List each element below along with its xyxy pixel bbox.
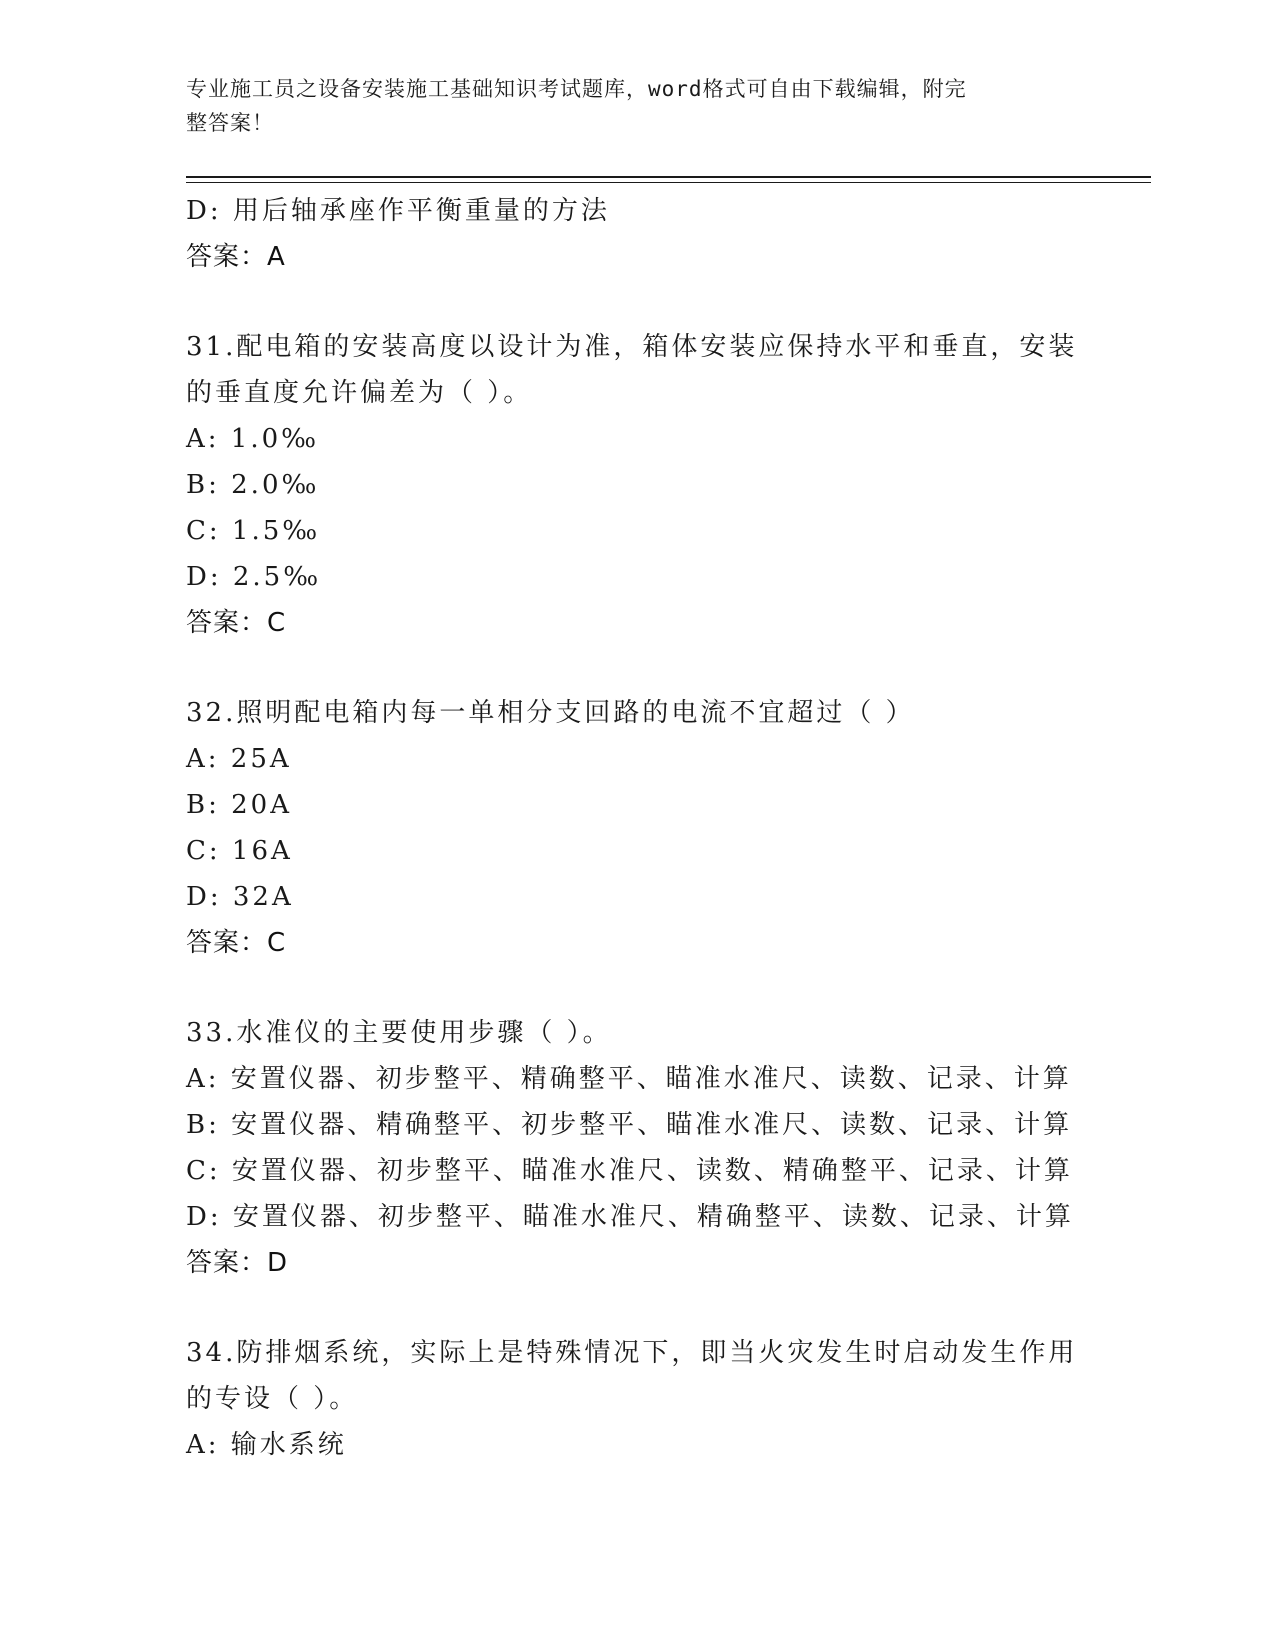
option-d: D: 2.5‰ [186, 562, 322, 592]
option-b: B: 安置仪器、精确整平、初步整平、瞄准水准尺、读数、记录、计算 [186, 1110, 1073, 1140]
option-d: D: 用后轴承座作平衡重量的方法 [186, 196, 610, 226]
option-c: C: 16A [186, 836, 293, 866]
answer: 答案：A [186, 242, 286, 272]
header-line-2: 整答案！ [186, 111, 274, 135]
option-d: D: 32A [186, 882, 294, 912]
option-b: B: 2.0‰ [186, 470, 320, 500]
document-body [186, 188, 1086, 1468]
question-stem-line: 33.水准仪的主要使用步骤（ ）。 [186, 1018, 612, 1048]
header-divider-thin [186, 182, 1151, 183]
option-c: C: 安置仪器、初步整平、瞄准水准尺、读数、精确整平、记录、计算 [186, 1156, 1073, 1186]
question-stem-line: 34.防排烟系统，实际上是特殊情况下，即当火灾发生时启动发生作用 [186, 1338, 1078, 1368]
question-31 [186, 324, 1086, 646]
option-a: A: 1.0‰ [186, 424, 320, 454]
answer: 答案：D [186, 1248, 289, 1278]
header-line-1: 专业施工员之设备安装施工基础知识考试题库，word格式可自由下载编辑，附完 [186, 77, 967, 101]
question-30-tail [186, 188, 1086, 280]
page-header [186, 72, 1066, 140]
question-stem-line: 31.配电箱的安装高度以设计为准，箱体安装应保持水平和垂直，安装 [186, 332, 1078, 362]
option-d: D: 安置仪器、初步整平、瞄准水准尺、精确整平、读数、记录、计算 [186, 1202, 1074, 1232]
question-33 [186, 1010, 1086, 1286]
option-b: B: 20A [186, 790, 292, 820]
question-stem-line: 的垂直度允许偏差为（ ）。 [186, 378, 533, 408]
option-a: A: 安置仪器、初步整平、精确整平、瞄准水准尺、读数、记录、计算 [186, 1064, 1072, 1094]
question-stem-line: 的专设（ ）。 [186, 1384, 359, 1414]
option-c: C: 1.5‰ [186, 516, 321, 546]
question-32 [186, 690, 1086, 966]
question-stem-line: 32.照明配电箱内每一单相分支回路的电流不宜超过（ ） [186, 698, 915, 728]
header-divider-thick [186, 176, 1151, 178]
answer: 答案：C [186, 928, 287, 958]
question-34 [186, 1330, 1086, 1468]
option-a: A: 输水系统 [186, 1430, 347, 1460]
answer: 答案：C [186, 608, 287, 638]
option-a: A: 25A [186, 744, 292, 774]
